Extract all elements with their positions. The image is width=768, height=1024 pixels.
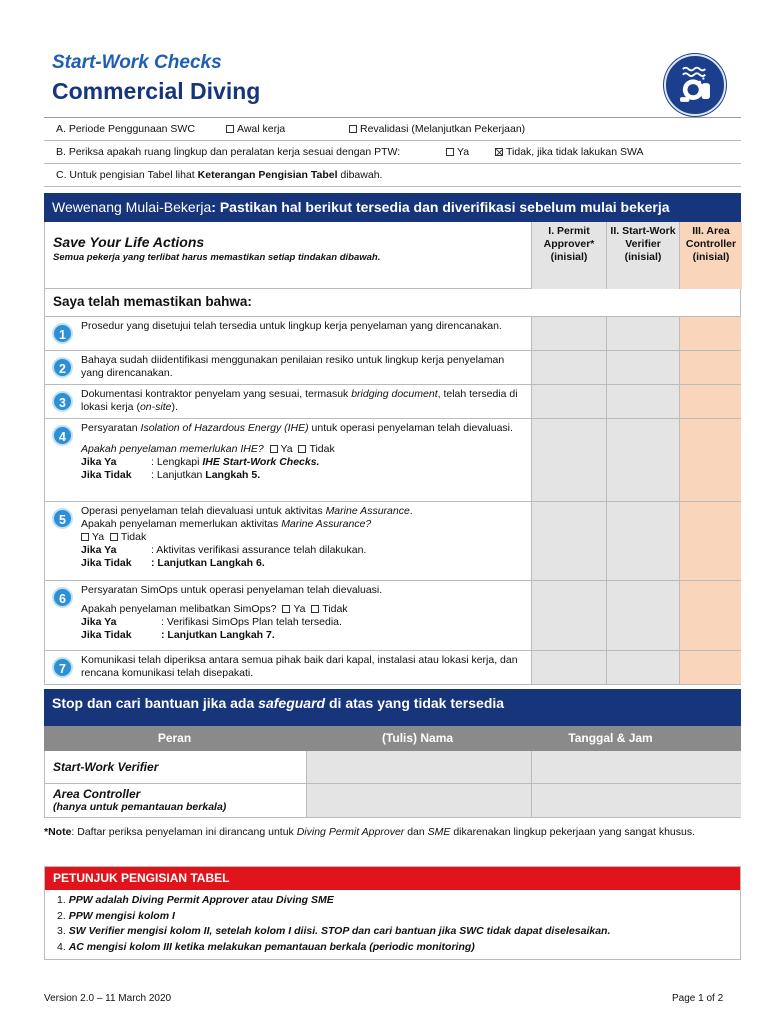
- col-nama: (Tulis) Nama: [381, 731, 454, 745]
- info-row-c: C. Untuk pengisian Tabel lihat Keterangan Pengisian Tabel dibawah.: [44, 164, 741, 187]
- personnel-header: [44, 726, 741, 751]
- initial-cell-1[interactable]: [531, 502, 606, 580]
- step-number: 7: [52, 657, 73, 678]
- footer-page: Page 1 of 2: [672, 993, 724, 1004]
- table-row: [44, 502, 741, 581]
- document-title: Commercial Diving: [52, 78, 261, 104]
- col-tanggal: Tanggal & Jam: [568, 731, 653, 745]
- step-text: Dokumentasi kontraktor penyelam yang sesuai, termasuk bridging document, telah tersedia di lokasi kerja (on-site).: [81, 388, 518, 413]
- table-header: [44, 222, 741, 289]
- step-number: 4: [52, 425, 73, 446]
- initial-cell-3[interactable]: [679, 651, 741, 684]
- checkbox-icon[interactable]: [81, 533, 89, 541]
- initial-cell-2[interactable]: [606, 317, 679, 350]
- info-a-opt2[interactable]: Revalidasi (Melanjutkan Pekerjaan): [349, 118, 525, 141]
- checkbox-icon[interactable]: [298, 445, 306, 453]
- step-number: 1: [52, 323, 73, 344]
- table-row: [44, 419, 741, 502]
- initial-cell-3[interactable]: [679, 317, 741, 350]
- initial-cell-3[interactable]: [679, 419, 741, 501]
- checkbox-icon: [226, 125, 234, 133]
- role-label: Start-Work Verifier: [53, 760, 159, 774]
- table-row: [44, 651, 741, 685]
- initial-cell-3[interactable]: [679, 581, 741, 650]
- name-cell[interactable]: [306, 784, 531, 817]
- step-text: Komunikasi telah diperiksa antara semua pihak baik dari kapal, instalasi atau lokasi kerja, dan rencana komunikasi telah disepakati.: [81, 654, 518, 679]
- checkbox-icon[interactable]: [311, 605, 319, 613]
- initial-cell-2[interactable]: [606, 351, 679, 384]
- step-text: Prosedur yang disetujui telah tersedia untuk lingkup kerja penyelaman yang direncanakan.: [81, 320, 502, 332]
- col-permit-approver: I. Permit Approver* (inisial): [531, 222, 606, 289]
- step-number: 2: [52, 357, 73, 378]
- step-number: 3: [52, 391, 73, 412]
- list-item: 2. PPW mengisi kolom I: [57, 909, 175, 922]
- name-cell[interactable]: [306, 751, 531, 783]
- col-start-work-verifier: II. Start-Work Verifier (inisial): [606, 222, 679, 289]
- col-peran: Peran: [157, 731, 192, 745]
- authority-bar-light: Wewenang Mulai-Bekerja: [52, 199, 212, 215]
- table-row: [44, 385, 741, 419]
- personnel-table: [44, 726, 741, 818]
- table-row: [44, 581, 741, 651]
- role-label: Area Controller: [53, 787, 141, 801]
- initial-cell-1[interactable]: [531, 581, 606, 650]
- info-a-label: A. Periode Penggunaan SWC: [56, 123, 195, 135]
- authority-bar: [44, 193, 741, 222]
- table-subtitle: Semua pekerja yang terlibat harus memastikan setiap tindakan dibawah.: [53, 252, 381, 263]
- initial-cell-1[interactable]: [531, 419, 606, 501]
- footer-version: Version 2.0 – 11 March 2020: [44, 993, 172, 1004]
- info-row-b: [44, 141, 741, 164]
- info-b-opt2[interactable]: Tidak, jika tidak lakukan SWA: [495, 141, 644, 164]
- personnel-row-controller: Area Controller (hanya untuk pemantauan berkala): [44, 784, 741, 818]
- initial-cell-2[interactable]: [606, 419, 679, 501]
- list-item: 4. AC mengisi kolom III ketika melakukan pemantauan berkala (periodic monitoring): [57, 940, 475, 953]
- checkbox-icon[interactable]: [110, 533, 118, 541]
- checkbox-icon[interactable]: [270, 445, 278, 453]
- initial-cell-2[interactable]: [606, 581, 679, 650]
- stop-bar: Stop dan cari bantuan jika ada safeguard di atas yang tidak tersedia: [44, 689, 741, 726]
- checkbox-icon: [349, 125, 357, 133]
- info-row-a: [44, 118, 741, 141]
- table-row: [44, 317, 741, 351]
- initial-cell-1[interactable]: [531, 385, 606, 418]
- step-text: Bahaya sudah diidentifikasi menggunakan penilaian resiko untuk lingkup kerja penyelaman yang direncanakan.: [81, 354, 505, 379]
- initial-cell-1[interactable]: [531, 317, 606, 350]
- info-c-bold: Keterangan Pengisian Tabel: [197, 169, 338, 181]
- step-text: Persyaratan SimOps untuk operasi penyelaman telah dievaluasi. Apakah penyelaman melibatkan SimOps? Ya Tidak Jika Ya : Verifikasi SimOps Plan telah tersedia. Jika Tidak : Lanjutkan Langkah 7.: [81, 584, 383, 641]
- diver-logo-icon: [664, 54, 726, 116]
- saya-heading: Saya telah memastikan bahwa:: [44, 289, 741, 317]
- initial-cell-3[interactable]: [679, 385, 741, 418]
- initial-cell-3[interactable]: [679, 502, 741, 580]
- table-title: Save Your Life Actions: [53, 234, 205, 250]
- instructions-list: [45, 890, 740, 959]
- info-a-opt1[interactable]: Awal kerja: [226, 118, 285, 141]
- datetime-cell[interactable]: [531, 751, 741, 783]
- step-number: 6: [52, 587, 73, 608]
- checkbox-icon: [446, 148, 454, 156]
- checkbox-icon[interactable]: [282, 605, 290, 613]
- step-number: 5: [52, 508, 73, 529]
- checked-checkbox-icon: [495, 148, 503, 156]
- datetime-cell[interactable]: [531, 784, 741, 817]
- instructions-title: PETUNJUK PENGISIAN TABEL: [45, 867, 740, 890]
- list-item: 1. PPW adalah Diving Permit Approver atau Diving SME: [57, 894, 334, 906]
- document-subtitle: Start-Work Checks: [52, 52, 222, 73]
- col-area-controller: III. Area Controller (inisial): [679, 222, 742, 289]
- info-b-label: B. Periksa apakah ruang lingkup dan peralatan kerja sesuai dengan PTW:: [56, 146, 401, 158]
- list-item: 3. SW Verifier mengisi kolom II, setelah kolom I diisi. STOP dan cari bantuan jika SWC tidak dapat diselesaikan.: [57, 925, 611, 937]
- authority-bar-bold: : Pastikan hal berikut tersedia dan diverifikasi sebelum mulai bekerja: [211, 199, 670, 215]
- info-b-opt1[interactable]: Ya: [446, 141, 469, 164]
- personnel-row-verifier: [44, 751, 741, 784]
- instructions-box: [44, 866, 741, 960]
- table-row: [44, 351, 741, 385]
- initial-cell-2[interactable]: [606, 502, 679, 580]
- stop-bar-italic: safeguard: [258, 695, 326, 711]
- step-text: Operasi penyelaman telah dievaluasi untuk aktivitas Marine Assurance. Apakah penyelaman memerlukan aktivitas Marine Assurance? Ya Tidak Jika Ya : Aktivitas verifikasi assurance telah dilakukan. Jika Tidak : Lanjutkan Langkah 6.: [81, 505, 413, 569]
- initial-cell-2[interactable]: [606, 385, 679, 418]
- footnote: *Note: Daftar periksa penyelaman ini dirancang untuk Diving Permit Approver dan SME dikarenakan lingkup pekerjaan yang sangat khusus.: [44, 826, 696, 838]
- checklist-table: [44, 222, 741, 685]
- document-header: [52, 52, 260, 105]
- info-block: [44, 117, 741, 187]
- step-text: Persyaratan Isolation of Hazardous Energy (IHE) untuk operasi penyelaman telah dievaluasi. Apakah penyelaman memerlukan IHE? Ya Tidak Jika Ya : Lengkapi IHE Start-Work Checks. Jika Tidak : Lanjutkan Langkah 5.: [81, 422, 513, 481]
- initial-cell-3[interactable]: [679, 351, 741, 384]
- initial-cell-1[interactable]: [531, 651, 606, 684]
- initial-cell-2[interactable]: [606, 651, 679, 684]
- initial-cell-1[interactable]: [531, 351, 606, 384]
